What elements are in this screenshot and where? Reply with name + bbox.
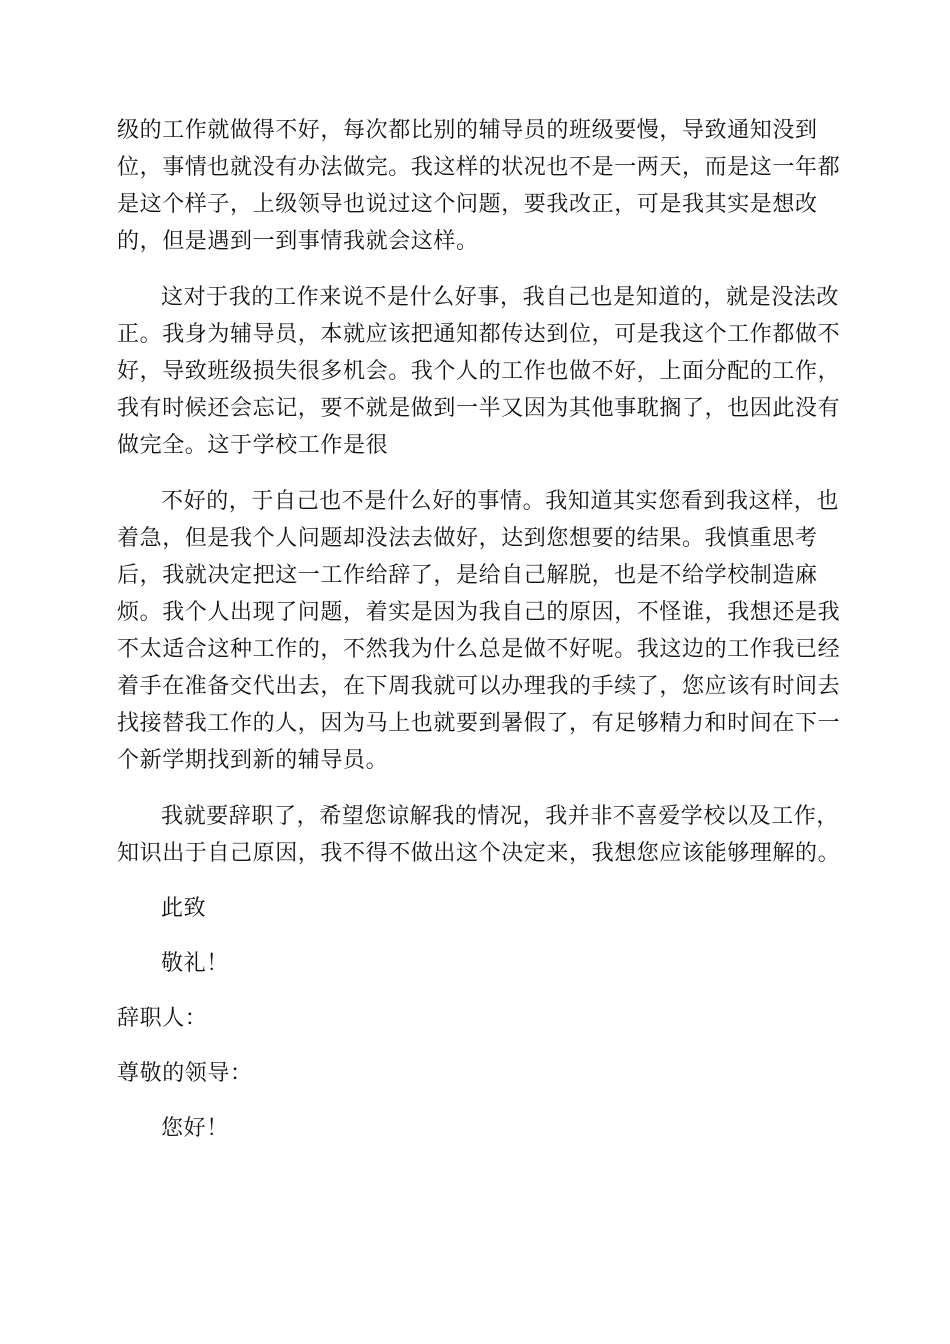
signature-label: 辞职人： <box>117 1006 208 1031</box>
addressee-text: 尊敬的领导： <box>117 1061 253 1086</box>
text-line: 找接替我工作的人，因为马上也就要到暑假了，有足够精力和时间在下一 <box>117 711 841 736</box>
text-line: 的，但是遇到一到事情我就会这样。 <box>117 229 479 254</box>
closing-salutation <box>117 890 837 927</box>
text-line: 个新学期找到新的辅导员。 <box>117 748 389 773</box>
greeting-text: 您好！ <box>161 1116 229 1141</box>
text-line: 着急，但是我个人问题却没法去做好，达到您想要的结果。我慎重思考 <box>117 526 818 551</box>
text-line: 位，事情也就没有办法做完。我这样的状况也不是一两天，而是这一年都 <box>117 155 841 180</box>
letter-body <box>117 112 841 1147</box>
text-line: 做完全。这于学校工作是很 <box>117 433 389 458</box>
regards-text: 敬礼！ <box>161 951 229 976</box>
text-line: 级的工作就做得不好，每次都比别的辅导员的班级要慢，导致通知没到 <box>117 118 818 143</box>
text-line: 好，导致班级损失很多机会。我个人的工作也做不好，上面分配的工作， <box>117 359 841 384</box>
text-line: 着手在准备交代出去，在下周我就可以办理我的手续了，您应该有时间去 <box>117 674 841 699</box>
salutation-text: 此致 <box>161 896 207 921</box>
closing-regards <box>117 945 837 982</box>
addressee-block <box>117 1055 837 1092</box>
paragraph-4 <box>117 798 841 872</box>
text-line: 是这个样子，上级领导也说过这个问题，要我改正，可是我其实是想改 <box>117 192 818 217</box>
text-line: 知识出于自己原因，我不得不做出这个决定来，我想您应该能够理解的。 <box>117 841 841 866</box>
text-line: 我有时候还会忘记，要不就是做到一半又因为其他事耽搁了，也因此没有 <box>117 396 841 421</box>
text-line: 正。我身为辅导员，本就应该把通知都传达到位，可是我这个工作都做不 <box>117 322 841 347</box>
text-line: 不太适合这种工作的，不然我为什么总是做不好呢。我这边的工作我已经 <box>117 637 841 662</box>
text-line: 不好的，于自己也不是什么好的事情。我知道其实您看到我这样，也 <box>161 489 840 514</box>
greeting-block <box>117 1110 837 1147</box>
text-line: 我就要辞职了，希望您谅解我的情况，我并非不喜爱学校以及工作， <box>161 804 840 829</box>
text-line: 烦。我个人出现了问题，着实是因为我自己的原因，不怪谁，我想还是我 <box>117 600 841 625</box>
text-line: 后，我就决定把这一工作给辞了，是给自己解脱，也是不给学校制造麻 <box>117 563 818 588</box>
paragraph-2 <box>117 279 841 464</box>
paragraph-1 <box>117 112 841 260</box>
signature-block <box>117 1000 837 1037</box>
paragraph-3 <box>117 483 841 779</box>
text-line: 这对于我的工作来说不是什么好事，我自己也是知道的，就是没法改 <box>161 285 840 310</box>
